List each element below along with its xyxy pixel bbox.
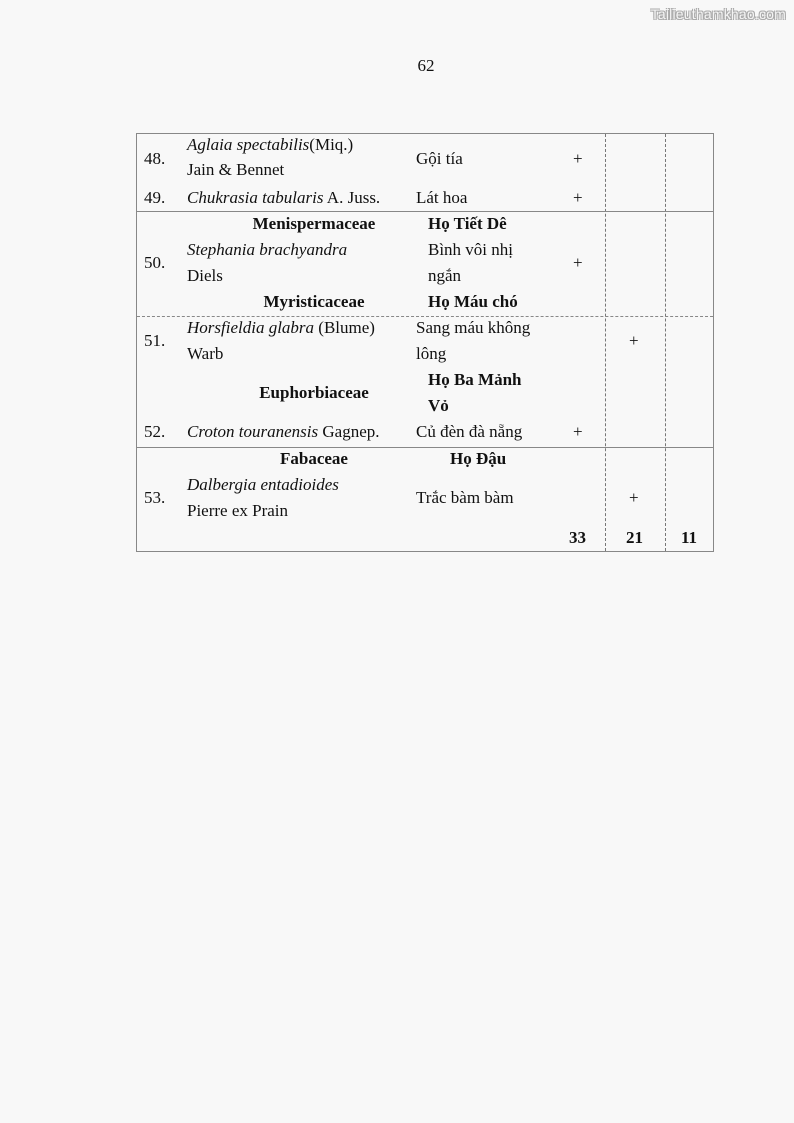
vietnamese-name: Trắc bàm bàm	[416, 488, 514, 507]
scientific-name-italic: Stephania brachyandra	[187, 240, 348, 259]
family-latin-name: Fabaceae	[280, 449, 348, 468]
scientific-name-italic: Chukrasia tabularis	[187, 188, 324, 207]
column-divider	[665, 134, 666, 551]
scientific-name-author: Gagnep.	[318, 422, 380, 441]
watermark: Tailieuthamkhao.com	[650, 6, 786, 22]
family-latin-name: Menispermaceae	[252, 214, 376, 233]
vietnamese-name-line2: ngắn	[428, 266, 462, 285]
vietnamese-name: Lát hoa	[416, 188, 468, 207]
presence-mark: +	[573, 188, 583, 207]
presence-mark: +	[573, 422, 583, 441]
species-table	[136, 133, 714, 552]
scientific-name-author-line: Pierre ex Prain	[187, 501, 289, 520]
total-col2: 21	[626, 528, 643, 547]
family-vietnamese-name: Họ Ba Mảnh	[428, 370, 522, 389]
row-number: 52.	[144, 422, 166, 441]
row-number: 50.	[144, 253, 166, 272]
vietnamese-name-line2: lông	[416, 344, 447, 363]
scientific-name	[187, 315, 375, 340]
page-number: 62	[417, 56, 435, 75]
family-latin-name: Euphorbiaceae	[259, 383, 369, 402]
scientific-name-italic: Croton touranensis	[187, 422, 319, 441]
scientific-name-italic: Horsfieldia glabra	[187, 318, 315, 337]
row-number: 48.	[144, 149, 166, 168]
row-number: 53.	[144, 488, 166, 507]
vietnamese-name: Gội tía	[416, 149, 463, 168]
vietnamese-name: Bình vôi nhị	[428, 240, 514, 259]
family-vietnamese-name: Họ Đậu	[450, 449, 507, 468]
scientific-name-italic: Dalbergia entadioides	[187, 475, 339, 494]
family-latin-name: Myristicaceae	[263, 292, 365, 311]
row-number: 49.	[144, 188, 166, 207]
scientific-name	[187, 419, 380, 444]
presence-mark: +	[629, 488, 639, 507]
scientific-name	[187, 185, 380, 210]
scientific-name-author-line: Diels	[187, 266, 223, 285]
scientific-name-italic: Aglaia spectabilis	[187, 135, 310, 154]
family-vietnamese-name: Họ Máu chó	[428, 292, 518, 311]
presence-mark: +	[629, 331, 639, 350]
row-number: 51.	[144, 331, 166, 350]
presence-mark: +	[573, 149, 583, 168]
scientific-name	[187, 132, 353, 157]
family-vietnamese-name-line2: Vỏ	[428, 396, 449, 415]
vietnamese-name: Sang máu không	[416, 318, 531, 337]
total-col1: 33	[569, 528, 586, 547]
scientific-name-author-line: Warb	[187, 344, 224, 363]
total-col3: 11	[681, 528, 698, 547]
scientific-name-author: (Blume)	[314, 318, 375, 337]
scientific-name-author-line: Jain & Bennet	[187, 160, 285, 179]
scientific-name-author: A. Juss.	[323, 188, 381, 207]
scientific-name-author: (Miq.)	[309, 135, 354, 154]
family-vietnamese-name: Họ Tiết Dê	[428, 214, 507, 233]
presence-mark: +	[573, 253, 583, 272]
column-divider	[605, 134, 606, 551]
vietnamese-name: Củ đèn đà nẵng	[416, 422, 523, 441]
